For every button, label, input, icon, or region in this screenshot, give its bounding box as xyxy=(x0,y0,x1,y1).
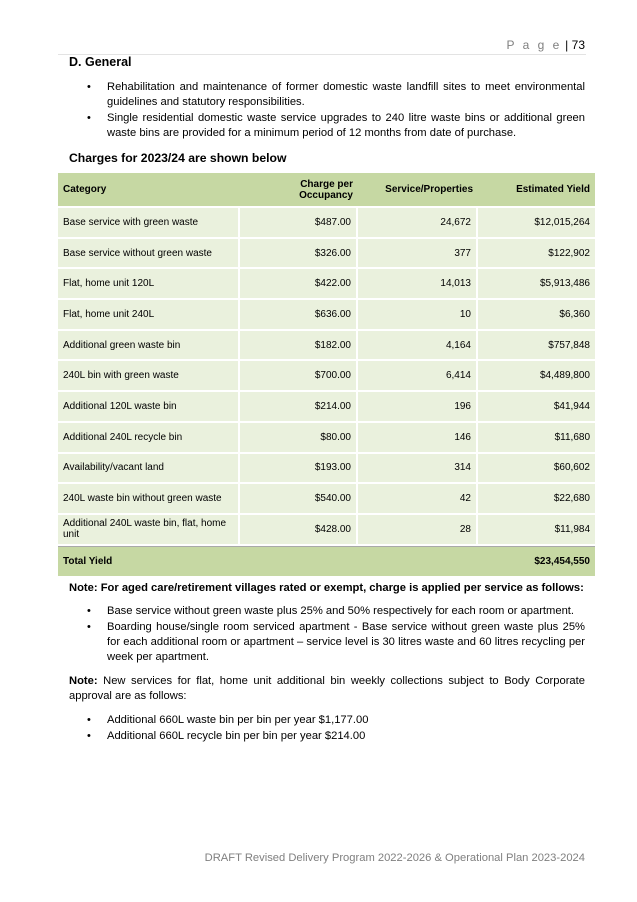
cell-services: 4,164 xyxy=(358,331,478,362)
cell-charge: $214.00 xyxy=(240,392,358,423)
cell-charge: $428.00 xyxy=(240,515,358,546)
table-header-row xyxy=(58,173,595,208)
cell-yield: $4,489,800 xyxy=(478,361,595,392)
cell-services: 28 xyxy=(358,515,478,546)
charges-title: Charges for 2023/24 are shown below xyxy=(69,151,287,165)
header-rule xyxy=(58,54,586,55)
cell-charge: $326.00 xyxy=(240,239,358,270)
column-header-charge: Charge per Occupancy xyxy=(240,173,358,208)
table-row xyxy=(58,269,595,300)
cell-services: 6,414 xyxy=(358,361,478,392)
footer-text: DRAFT Revised Delivery Program 2022-2026 & Operational Plan 2023-2024 xyxy=(204,852,585,864)
cell-services: 10 xyxy=(358,300,478,331)
cell-yield: $41,944 xyxy=(478,392,595,423)
table-row xyxy=(58,331,595,362)
list-item: • Additional 660L recycle bin per bin per year $214.00 xyxy=(85,729,585,744)
table-row xyxy=(58,392,595,423)
cell-yield: $122,902 xyxy=(478,239,595,270)
cell-category: Flat, home unit 120L xyxy=(58,269,240,300)
list-item: • Base service without green waste plus 25% and 50% respectively for each room or apartment. xyxy=(85,604,585,619)
table-row xyxy=(58,300,595,331)
column-header-category: Category xyxy=(58,173,240,208)
cell-yield: $12,015,264 xyxy=(478,208,595,239)
table-row xyxy=(58,484,595,515)
table-row xyxy=(58,361,595,392)
section-heading: D. General xyxy=(69,55,132,69)
cell-yield: $11,680 xyxy=(478,423,595,454)
page-separator: | xyxy=(565,38,569,52)
list-item: • Single residential domestic waste service upgrades to 240 litre waste bins or additional green waste bins are provided for a minimum period of 12 months from date of purchase. xyxy=(85,111,585,141)
cell-services: 314 xyxy=(358,454,478,485)
cell-services: 42 xyxy=(358,484,478,515)
cell-category: Additional green waste bin xyxy=(58,331,240,362)
cell-services: 377 xyxy=(358,239,478,270)
cell-yield: $11,984 xyxy=(478,515,595,546)
list-item: • Rehabilitation and maintenance of former domestic waste landfill sites to meet environmental guidelines and statutory responsibilities. xyxy=(85,80,585,110)
cell-category: Additional 120L waste bin xyxy=(58,392,240,423)
table-row xyxy=(58,239,595,270)
total-label: Total Yield xyxy=(58,546,478,578)
cell-yield: $6,360 xyxy=(478,300,595,331)
new-services-note xyxy=(69,674,585,704)
cell-charge: $636.00 xyxy=(240,300,358,331)
list-item: • Boarding house/single room serviced apartment - Base service without green waste plus 25% for each additional room or apartment – service level is 30 litres waste and 60 litres recycling per week per apartment. xyxy=(85,620,585,665)
table-row xyxy=(58,515,595,546)
note-text: New services for flat, home unit additional bin weekly collections subject to Body Corporate approval are as follows: xyxy=(69,675,585,702)
cell-category: Additional 240L recycle bin xyxy=(58,423,240,454)
cell-charge: $540.00 xyxy=(240,484,358,515)
cell-services: 24,672 xyxy=(358,208,478,239)
aged-care-bullet-list xyxy=(85,604,585,666)
cell-yield: $60,602 xyxy=(478,454,595,485)
note-label: Note: xyxy=(69,675,98,687)
page-label: P a g e xyxy=(506,38,562,52)
table-row xyxy=(58,454,595,485)
cell-services: 146 xyxy=(358,423,478,454)
cell-services: 196 xyxy=(358,392,478,423)
cell-charge: $182.00 xyxy=(240,331,358,362)
cell-yield: $22,680 xyxy=(478,484,595,515)
column-header-services: Service/Properties xyxy=(358,173,478,208)
cell-category: Base service with green waste xyxy=(58,208,240,239)
cell-category: 240L waste bin without green waste xyxy=(58,484,240,515)
new-services-bullet-list xyxy=(85,713,585,745)
charges-table xyxy=(58,173,595,578)
aged-care-note: Note: For aged care/retirement villages rated or exempt, charge is applied per service as follows: xyxy=(69,582,584,594)
general-bullet-list xyxy=(85,80,585,142)
cell-category: Availability/vacant land xyxy=(58,454,240,485)
table-row xyxy=(58,423,595,454)
page-number-value: 73 xyxy=(571,38,585,52)
cell-charge: $80.00 xyxy=(240,423,358,454)
total-row xyxy=(58,546,595,578)
cell-charge: $487.00 xyxy=(240,208,358,239)
cell-services: 14,013 xyxy=(358,269,478,300)
list-item: • Additional 660L waste bin per bin per year $1,177.00 xyxy=(85,713,585,728)
table-row xyxy=(58,208,595,239)
cell-category: Flat, home unit 240L xyxy=(58,300,240,331)
page-number xyxy=(507,38,585,52)
cell-yield: $5,913,486 xyxy=(478,269,595,300)
cell-yield: $757,848 xyxy=(478,331,595,362)
cell-category: 240L bin with green waste xyxy=(58,361,240,392)
column-header-yield: Estimated Yield xyxy=(478,173,595,208)
total-value: $23,454,550 xyxy=(478,546,595,578)
cell-category: Additional 240L waste bin, flat, home unit xyxy=(58,515,240,546)
cell-charge: $700.00 xyxy=(240,361,358,392)
cell-category: Base service without green waste xyxy=(58,239,240,270)
cell-charge: $193.00 xyxy=(240,454,358,485)
cell-charge: $422.00 xyxy=(240,269,358,300)
